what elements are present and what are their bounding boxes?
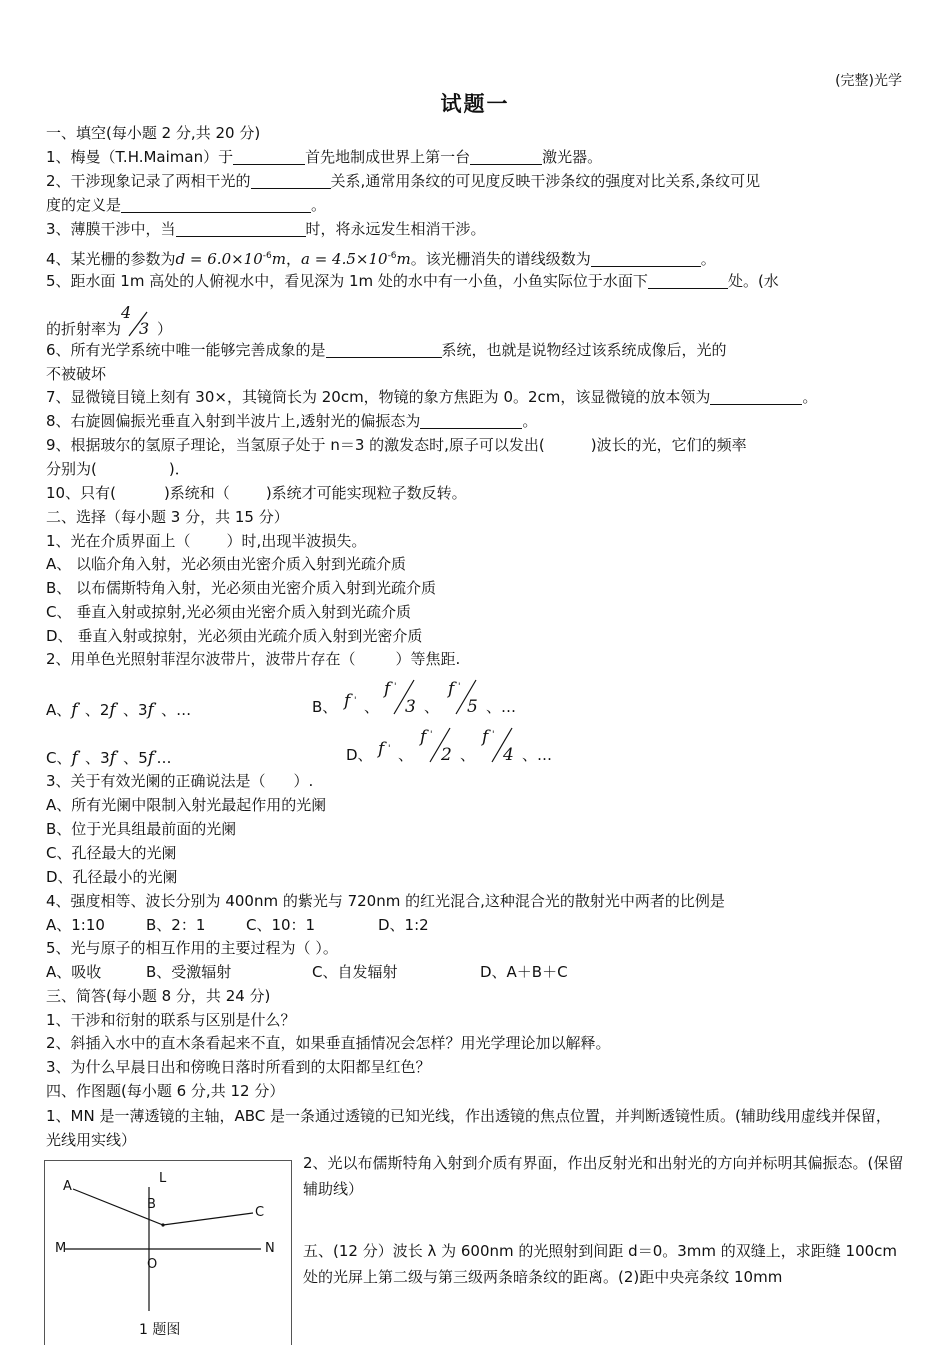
question-1-6-cont: 不被破坏 — [46, 365, 107, 383]
options-2-4: A、1:10 B、2：1 C、10：1 D、1:2 — [46, 916, 429, 934]
answer-blank — [326, 341, 442, 358]
question-1-5-cont: 的折射率为 4 3 ） — [46, 303, 173, 338]
point-c-label: C — [255, 1205, 265, 1220]
option-2-2-a: A、f' 、2f' 、3f' 、… — [46, 700, 192, 720]
question-1-2-cont: 度的定义是 。 — [46, 196, 327, 214]
question-4-2: 2、光以布儒斯特角入射到介质有界面，作出反射光和出射光的方向并标明其偏振态。(保留辅助线） — [303, 1154, 904, 1198]
section-1-heading: 一、填空(每小题 2 分,共 20 分) — [46, 124, 261, 142]
answer-blank — [648, 272, 728, 289]
exam-page: (完整)光学 试题一 一、填空(每小题 2 分,共 20 分) 1、梅曼（T.H.Maiman）于 首先地制成世界上第一台 激光器。 2、干涉现象记录了两相干光的 关系,通常用条纹的可见度反映干涉条纹的强度对比关系,条纹可见 度的定义是 。 3、薄膜干涉中，当 时，将永远发生相消干涉。 4、某光栅的参数为$d = 6.0\times 10^{-6}m$，$a = 4.5\times 10^{-6}m$。该光栅消失的谱线级数为 。 5、距水面 1m 高处的人俯视水中，看见深为 1m 处的水中有一小鱼，小鱼实际位于水面下 处。(水 的折射率为 4 3 ） 6、所有光学系统中唯一能够完善成象的是 系统，也就是说物经过该系统成像后，光的 不被破坏 7、显微镜目镜上刻有 30×，其镜筒长为 20cm，物镜的象方焦距为 0。2cm，该显微镜的放本领为 。 8、右旋圆偏振光垂直入射到半波片上,透射光的偏振态为 。 9、根据玻尔的氢原子理论，当氢原子处于 n＝3 的激发态时,原子可以发出( )波长的光，它们的频率 分别为( )． 10、只有( )系统和（ )系统才可能实现粒子数反转。 二、选择（每小题 3 分，共 15 分） 1、光在介质界面上（ ）时,出现半波损失。 A、 以临介角入射，光必须由光密介质入射到光疏介质 B、 以布儒斯特角入射，光必须由光密介质入射到光疏介质 C、 垂直入射或掠射,光必须由光密介质入射到光疏介质 D、 垂直入射或掠射，光必须由光疏介质入射到光密介质 2、用单色光照射菲涅尔波带片，波带片存在（ ）等焦距. A、f' 、2f' 、3f' 、… B、 f ' 、 f ' 3 、 f ' 5 、… C、f' 、3f' 、5f'… D、 f ' 、 f ' 2 、 f ' 4 、… 3、关于有效光阑的正确说法是（ ）. A、所有光阑中限制入射光最起作用的光阑 B、位于光具组最前面的光阑 C、孔径最大的光阑 D、孔径最小的光阑 4、强度相等、波长分别为 400nm 的紫光与 720nm 的红光混合,这种混合光的散射光中两者的比例是 A、1:10 B、2：1 C、10：1 D、1:2 5、光与原子的相互作用的主要过程为（ ）。 A、吸收 B、受激辐射 C、自发辐射 D、A＋B＋C 三、简答(每小题 8 分，共 24 分) 1、干涉和衍射的联系与区别是什么？ 2、斜插入水中的直木条看起来不直，如果垂直插情况会怎样？用光学理论加以解释。 3、为什么早晨日出和傍晚日落时所看到的太阳都呈红色？ 四、作图题(每小题 6 分,共 12 分） 1、MN 是一薄透镜的主轴，ABC 是一条通过透镜的已知光线，作出透镜的焦点位置，并判断透镜性质。(辅助线用虚线并保留，光线用实线） A L B C M N O 1 题图 2、光以布儒斯特角入射到介质有界面，作出反射光和出射光的方向并标明其偏振态。(保留辅助线） 五、(12 分）波长 λ 为 600nm 的光照射到间距 d＝0。3mm 的双缝上，求距缝 100cm 处的光屏上第二级与第三级两条暗条纹的距离。(2)距中央亮条纹 10mm — [0, 0, 950, 1344]
question-3-3: 3、为什么早晨日出和傍晚日落时所看到的太阳都呈红色？ — [46, 1058, 431, 1076]
axis-n-label: N — [265, 1241, 275, 1256]
question-2-2: 2、用单色光照射菲涅尔波带片，波带片存在（ ）等焦距. — [46, 650, 461, 668]
fraction-4-3: 4 3 — [121, 303, 150, 338]
question-2-1: 1、光在介质界面上（ ）时,出现半波损失。 — [46, 532, 367, 550]
section-4-heading: 四、作图题(每小题 6 分,共 12 分） — [46, 1082, 285, 1100]
question-1-2: 2、干涉现象记录了两相干光的 关系,通常用条纹的可见度反映干涉条纹的强度对比关系,条纹可见 — [46, 172, 761, 190]
page-title: 试题一 — [440, 92, 510, 116]
question-4-1: 1、MN 是一薄透镜的主轴，ABC 是一条通过透镜的已知光线，作出透镜的焦点位置，并判断透镜性质。(辅助线用虚线并保留，光线用实线） — [46, 1107, 891, 1149]
answer-blank — [121, 196, 311, 213]
question-3-2: 2、斜插入水中的直木条看起来不直，如果垂直插情况会怎样？用光学理论加以解释。 — [46, 1034, 611, 1052]
question-2-5: 5、光与原子的相互作用的主要过程为（ ）。 — [46, 939, 338, 957]
answer-blank — [710, 388, 802, 405]
section-5-problem: 五、(12 分）波长 λ 为 600nm 的光照射到间距 d＝0。3mm 的双缝上，求距缝 100cm 处的光屏上第二级与第三级两条暗条纹的距离。(2)距中央亮条纹 10mm — [303, 1242, 898, 1286]
answer-blank — [176, 220, 306, 237]
question-1-9-cont: 分别为( )． — [46, 460, 190, 478]
point-a-label: A — [63, 1179, 72, 1194]
question-3-1: 1、干涉和衍射的联系与区别是什么？ — [46, 1011, 296, 1029]
answer-blank — [251, 172, 331, 189]
option-2-3-d: D、孔径最小的光阑 — [46, 868, 178, 886]
question-1-6: 6、所有光学系统中唯一能够完善成象的是 系统，也就是说物经过该系统成像后，光的 — [46, 341, 727, 359]
answer-blank — [591, 250, 701, 267]
lens-l-label: L — [159, 1171, 167, 1186]
section-3-heading: 三、简答(每小题 8 分，共 24 分) — [46, 987, 271, 1005]
section-2-heading: 二、选择（每小题 3 分，共 15 分） — [46, 508, 289, 526]
page-header: (完整)光学 — [835, 73, 902, 89]
question-2-4: 4、强度相等、波长分别为 400nm 的紫光与 720nm 的红光混合,这种混合光的散射光中两者的比例是 — [46, 892, 725, 910]
question-1-8: 8、右旋圆偏振光垂直入射到半波片上,透射光的偏振态为 。 — [46, 412, 538, 430]
question-1-10: 10、只有( )系统和（ )系统才可能实现粒子数反转。 — [46, 484, 467, 502]
option-2-3-b: B、位于光具组最前面的光阑 — [46, 820, 237, 838]
axis-m-label: M — [55, 1241, 67, 1256]
option-2-1-d: D、 垂直入射或掠射，光必须由光疏介质入射到光密介质 — [46, 627, 423, 645]
option-2-1-a: A、 以临介角入射，光必须由光密介质入射到光疏介质 — [46, 555, 407, 573]
question-1-4: 4、某光栅的参数为$d = 6.0\times 10^{-6}m$，$a = 4.5\times 10^{-6}m$。该光栅消失的谱线级数为 。 — [46, 250, 716, 268]
answer-blank — [470, 148, 542, 165]
point-b-label: B — [147, 1197, 156, 1212]
point-o-label: O — [147, 1257, 158, 1272]
question-1-3: 3、薄膜干涉中，当 时，将永远发生相消干涉。 — [46, 220, 486, 238]
question-1-7: 7、显微镜目镜上刻有 30×，其镜筒长为 20cm，物镜的象方焦距为 0。2cm，该显微镜的放本领为 。 — [46, 388, 818, 406]
question-1-9: 9、根据玻尔的氢原子理论，当氢原子处于 n＝3 的激发态时,原子可以发出( )波长的光，它们的频率 — [46, 436, 747, 454]
figure-1-lens-diagram — [44, 1160, 292, 1345]
option-2-1-b: B、 以布儒斯特角入射，光必须由光密介质入射到光疏介质 — [46, 579, 437, 597]
question-1-1: 1、梅曼（T.H.Maiman）于 首先地制成世界上第一台 激光器。 — [46, 148, 603, 166]
options-2-5: A、吸收 B、受激辐射 C、自发辐射 D、A＋B＋C — [46, 963, 568, 981]
answer-blank — [420, 412, 522, 429]
question-1-5: 5、距水面 1m 高处的人俯视水中，看见深为 1m 处的水中有一小鱼，小鱼实际位于水面下 处。(水 — [46, 272, 779, 290]
option-2-1-c: C、 垂直入射或掠射,光必须由光密介质入射到光疏介质 — [46, 603, 412, 621]
option-2-2-c: C、f' 、3f' 、5f'… — [46, 748, 172, 768]
question-2-3: 3、关于有效光阑的正确说法是（ ）. — [46, 772, 314, 790]
option-2-3-a: A、所有光阑中限制入射光最起作用的光阑 — [46, 796, 327, 814]
option-2-3-c: C、孔径最大的光阑 — [46, 844, 177, 862]
figure-caption: 1 题图 — [139, 1322, 181, 1338]
answer-blank — [233, 148, 305, 165]
